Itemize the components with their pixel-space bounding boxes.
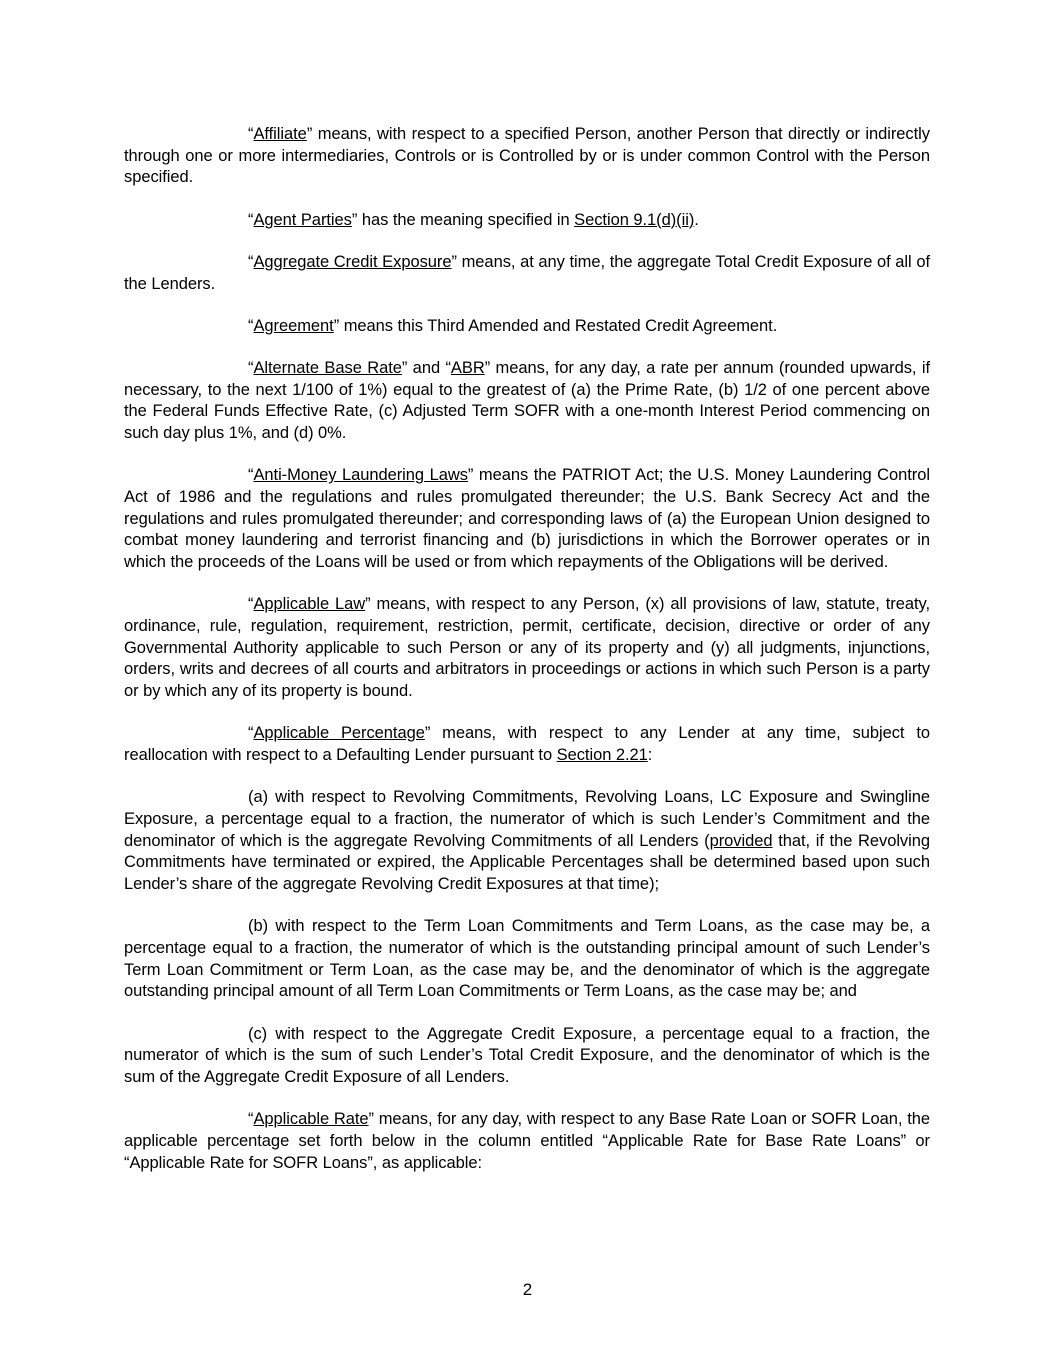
definition-agreement: “Agreement” means this Third Amended and Restated Credit Agreement. xyxy=(248,316,778,335)
defined-term: Applicable Law xyxy=(253,595,366,614)
definition-text: means the PATRIOT Act; the U.S. Money Laundering Control Act of 1986 and the regulations and rules promulgated thereunder; the U.S. Bank Secrecy Act and the regulations and rules promulgated thereunder; and corresponding laws of (a) the European Union designed to combat money laundering and terrorist financing and (b) jurisdictions in which the Borrower operates or in which the proceeds of the Loans will be used or from which repayments of the Obligations will be derived. xyxy=(124,466,930,572)
page-body xyxy=(124,124,930,1195)
clause-c: (c) with respect to the Aggregate Credit Exposure, a percentage equal to a fraction, the numerator of which is the sum of such Lender’s Total Credit Exposure, and the denominator of which is the sum of the Aggregate Credit Exposure of all Lenders. xyxy=(124,1024,930,1086)
defined-term: Aggregate Credit Exposure xyxy=(253,252,452,271)
defined-term: Agent Parties xyxy=(253,210,352,229)
definition-text: means this Third Amended and Restated Credit Agreement. xyxy=(339,316,778,335)
definition-text: means, for any day, with respect to any Base Rate Loan or SOFR Loan, the applicable percentage set forth below in the column entitled “Applicable Rate for Base Rate Loans” or “Applicable Rate for SOFR Loans”, as applicable: xyxy=(124,1110,930,1172)
provided-term: provided xyxy=(709,831,773,850)
definition-text: means, with respect to any Person, (x) all provisions of law, statute, treaty, ordinance, rule, regulation, requirement, restriction, permit, certificate, decision, directive or order of any Governmental Authority applicable to such Person or any of its property and (y) all judgments, injunctions, orders, writs and decrees of all courts and arbitrators in proceedings or actions in which such Person is a party or by which any of its property is bound. xyxy=(124,595,930,701)
definition-agent-parties: “Agent Parties” has the meaning specified in Section 9.1(d)(ii). xyxy=(248,210,699,229)
defined-term: Applicable Rate xyxy=(253,1110,369,1129)
defined-term: Applicable Percentage xyxy=(253,724,425,743)
definition-alternate-base-rate: “Alternate Base Rate” and “ABR” means, for any day, a rate per annum (rounded upwards, if necessary, to the next 1/100 of 1%) equal to the greatest of (a) the Prime Rate, (b) 1/2 of one percent above the Federal Funds Effective Rate, (c) Adjusted Term SOFR with a one-month Interest Period commencing on such day plus 1%, and (d) 0%. xyxy=(124,358,930,443)
defined-term: Alternate Base Rate xyxy=(253,358,402,377)
defined-term: Affiliate xyxy=(253,125,307,143)
defined-term: ABR xyxy=(450,358,485,377)
page-number: 2 xyxy=(522,1280,533,1299)
defined-term: Agreement xyxy=(253,316,334,335)
definition-applicable-law: “Applicable Law” means, with respect to any Person, (x) all provisions of law, statute, treaty, ordinance, rule, regulation, requirement, restriction, permit, certificate, decision, directive or order of any Governmental Authority applicable to such Person or any of its property and (y) all judgments, injunctions, orders, writs and decrees of all courts and arbitrators in proceedings or actions in which such Person is a party or by which any of its property is bound. xyxy=(124,595,930,701)
definition-text: means, at any time, the aggregate Total Credit Exposure of all of the Lenders. xyxy=(124,252,930,293)
clause-b: (b) with respect to the Term Loan Commitments and Term Loans, as the case may be, a percentage equal to a fraction, the numerator of which is the outstanding principal amount of such Lender’s Term Loan Commitment or Term Loan, as the case may be, and the denominator of which is the aggregate outstanding principal amount of all Term Loan Commitments or Term Loans, as the case may be; and xyxy=(124,917,930,1001)
section-reference: Section 2.21 xyxy=(556,745,648,764)
definition-aggregate-credit-exposure: “Aggregate Credit Exposure” means, at any time, the aggregate Total Credit Exposure of all of the Lenders. xyxy=(124,252,930,293)
definition-applicable-rate: “Applicable Rate” means, for any day, with respect to any Base Rate Loan or SOFR Loan, the applicable percentage set forth below in the column entitled “Applicable Rate for Base Rate Loans” or “Applicable Rate for SOFR Loans”, as applicable: xyxy=(124,1110,930,1172)
clause-a: (a) with respect to Revolving Commitments, Revolving Loans, LC Exposure and Swingline Exposure, a percentage equal to a fraction, the numerator of which is such Lender’s Commitment and the denominator of which is the aggregate Revolving Commitments of all Lenders (provided that, if the Revolving Commitments have terminated or expired, the Applicable Percentages shall be determined based upon such Lender’s share of the aggregate Revolving Credit Exposures at that time); xyxy=(124,788,931,893)
definition-applicable-percentage: “Applicable Percentage” means, with respect to any Lender at any time, subject to reallocation with respect to a Defaulting Lender pursuant to Section 2.21: xyxy=(124,724,930,764)
section-reference: Section 9.1(d)(ii) xyxy=(574,210,695,229)
definition-anti-money-laundering-laws: “Anti-Money Laundering Laws” means the PATRIOT Act; the U.S. Money Laundering Control Act of 1986 and the regulations and rules promulgated thereunder; the U.S. Bank Secrecy Act and the regulations and rules promulgated thereunder; and corresponding laws of (a) the European Union designed to combat money laundering and terrorist financing and (b) jurisdictions in which the Borrower operates or in which the proceeds of the Loans will be used or from which repayments of the Obligations will be derived. xyxy=(124,466,930,572)
defined-term: Anti-Money Laundering Laws xyxy=(253,466,468,485)
definition-affiliate: “Affiliate” means, with respect to a specified Person, another Person that directly or indirectly through one or more intermediaries, Controls or is Controlled by or is under common Control with the Person specified. xyxy=(124,125,930,187)
definition-text: means, with respect to any Lender at any time, subject to reallocation with respect to a Defaulting Lender pursuant to xyxy=(124,724,930,764)
definition-text: means, for any day, a rate per annum (rounded upwards, if necessary, to the next 1/100 of 1%) equal to the greatest of (a) the Prime Rate, (b) 1/2 of one percent above the Federal Funds Effective Rate, (c) Adjusted Term SOFR with a one-month Interest Period commencing on such day plus 1%, and (d) 0%. xyxy=(124,358,930,443)
definition-text: means, with respect to a specified Person, another Person that directly or indirectly through one or more intermediaries, Controls or is Controlled by or is under common Control with the Person specified. xyxy=(124,125,930,187)
definition-text: has the meaning specified in xyxy=(357,210,575,229)
